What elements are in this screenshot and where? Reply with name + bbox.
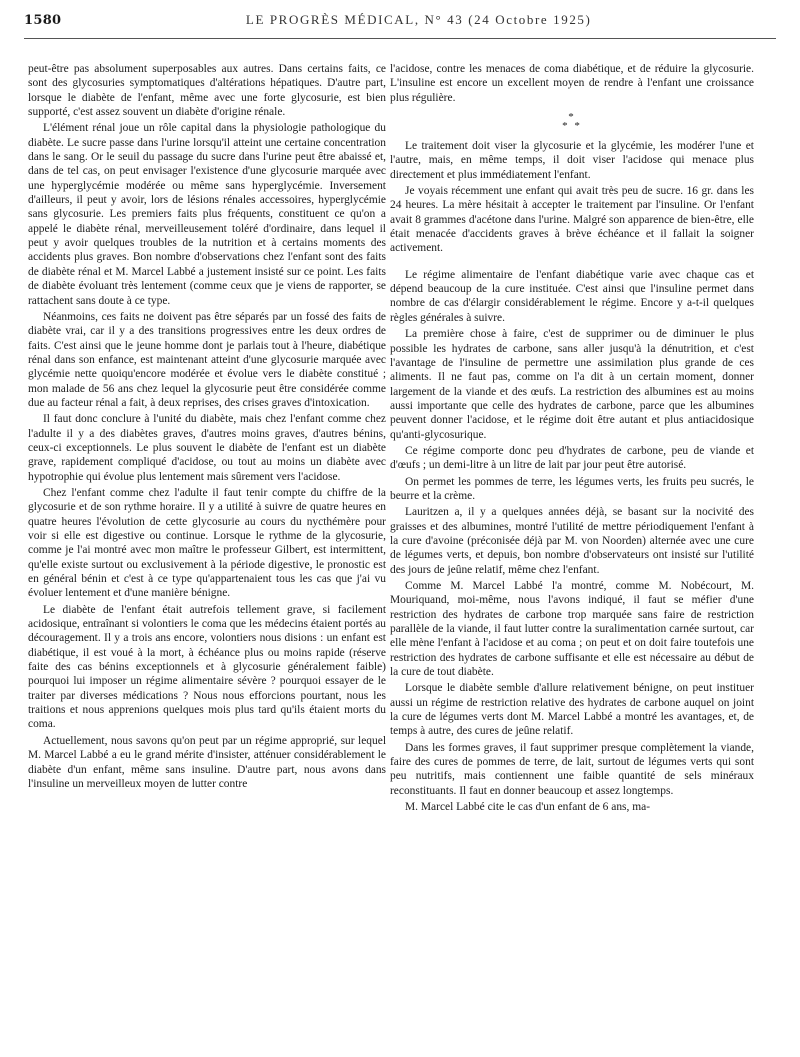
running-header bbox=[24, 12, 776, 39]
left-column bbox=[28, 62, 386, 1047]
page-number: 1580 bbox=[24, 13, 62, 28]
paragraph: Dans les formes graves, il faut supprimer presque complètement la viande, faire des cures de pommes de terre, de lait, surtout de légumes verts qui sont peu nutritifs, mais contiennent une faible quantité de sels minéraux reconstituants. Il faut en donner beaucoup et assez longtemps. bbox=[390, 741, 754, 797]
paragraph: Lorsque le diabète semble d'allure relativement bénigne, on peut instituer aussi un régime de restriction relative des hydrates de carbone auquel on joint la cure de légumes verts dont M. Marcel Labbé a montré les avantages, et, de temps à autre, des cures de jeûne relatif. bbox=[390, 682, 754, 738]
paragraph: peut-être pas absolument superposables aux autres. Dans certains faits, ce sont des glycosuries symptomatiques d'altérations hépatiques. D'autre part, lorsque le diabète de l'enfant, même avec une forte glycosurie, est bien supporté, c'est assez souvent un diabète d'origine rénale. bbox=[28, 63, 386, 119]
paragraph: Actuellement, nous savons qu'on peut par un régime approprié, sur lequel M. Marcel Labbé a eu le grand mérite d'insister, atténuer considérablement le diabète d'un enfant, même sans insuline. D'autre part, nous avons dans l'insuline un merveilleux moyen de lutter contre bbox=[28, 734, 386, 790]
right-column bbox=[390, 62, 754, 1047]
paragraph: l'acidose, contre les menaces de coma diabétique, et de réduire la glycosurie. L'insuline est encore un excellent moyen de rendre à l'enfant une croissance plus régulière. bbox=[390, 63, 754, 104]
paragraph: Le diabète de l'enfant était autrefois tellement grave, si facilement acidosique, entraînant si volontiers le coma que les médecins étaient portés au découragement. Il y a trois ans encore, volontiers nous disions : un enfant est diabétique, il est voué à la mort, à échéance plus ou moins rapide (réserve faite des cas bénins exceptionnels et à glycosurie généralement faible) pourquoi lui imposer un régime alimentaire sévère ? pourquoi essayer de le traiter par diverses médications ? Nous nous efforcions pourtant, nous les traitions et nous apprenions quelques mois plus tard qu'ils étaient morts du coma. bbox=[28, 603, 386, 731]
paragraph: Il faut donc conclure à l'unité du diabète, mais chez l'enfant comme chez l'adulte il y a des diabètes graves, d'autres moins graves, d'autres bénins, ceux-ci exceptionnels. Le plus souvent le diabète de l'enfant est un diabète grave, rapidement compliqué d'acidose, ou tout au moins un diabète avec hypotrophie qui évolue plus lentement mais sûrement vers l'acidose. bbox=[28, 413, 386, 483]
running-title: LE PROGRÈS MÉDICAL, N° 43 (24 Octobre 1925) bbox=[245, 12, 592, 27]
paragraph: On permet les pommes de terre, les légumes verts, les fruits peu sucrés, le beurre et la crème. bbox=[390, 475, 754, 502]
paragraph: Chez l'enfant comme chez l'adulte il faut tenir compte du chiffre de la glycosurie et de son rythme horaire. Il y a utilité à suivre de quatre heures en quatre heures l'évolution de cette glycosurie au cours du nycthémère pour voir si elle est digestive ou continue. Lorsque le rythme de la glycosurie, comme je l'ai montré avec mon maître le professeur Gilbert, est intermittent, qu'elle existe surtout ou exclusivement à la période digestive, le pronostic est en général bénin et c'est à ce type qu'appartenaient tous les cas que j'ai vu évoluer lentement et d'une manière bénigne. bbox=[28, 486, 386, 600]
paragraph: Le régime alimentaire de l'enfant diabétique varie avec chaque cas et dépend beaucoup de la cure instituée. C'est ainsi que l'insuline permet dans nombre de cas d'élargir considérablement le régime. Encore y a-t-il quelques règles générales à suivre. bbox=[390, 268, 754, 324]
paragraph: La première chose à faire, c'est de supprimer ou de diminuer le plus possible les hydrates de carbone, sans aller jusqu'à la dénutrition, et c'est l'avantage de l'insuline de permettre une assimilation plus grande de ces aliments. Il ne faut pas, comme on l'a dit à un certain moment, donner largement de la viande et des œufs. La restriction des albumines est au moins aussi importante que celle des hydrates de carbone, parce que les albumines peuvent donner l'acidose, et le régime doit être autant et plus antiacidosique qu'anti-glycosurique. bbox=[390, 328, 754, 441]
section-separator bbox=[390, 113, 754, 131]
paragraph: Je voyais récemment une enfant qui avait très peu de sucre. 16 gr. dans les 24 heures. La mère hésitait à accepter le traitement par l'insuline. Or l'enfant avait 8 grammes d'acétone dans l'urine. Malgré son apparence de bien-être, elle était menacée d'accidents graves à brève échéance et il fallait la soigner activement. bbox=[390, 185, 754, 255]
separator-star-top: * bbox=[568, 111, 576, 124]
paragraph: Lauritzen a, il y a quelques années déjà, se basant sur la nocivité des graisses et des albumines, montré l'utilité de mettre périodiquement l'enfant à la cure d'avoine (préconisée déjà par M. von Noorden) alternée avec une cure de légumes verts, et depuis, bon nombre d'observateurs ont insisté sur l'utilité des jours de jeûne relatif, même chez l'enfant. bbox=[390, 506, 754, 576]
separator-stars-bottom: * * bbox=[562, 120, 582, 133]
paragraph: L'élément rénal joue un rôle capital dans la physiologie pathologique du diabète. Le sucre passe dans l'urine lorsqu'il atteint une certaine concentration dans le sang. Or le seuil du passage du sucre dans l'urine peut être abaissé et, dans de tel cas, on peut envisager l'existence d'une glycosurie marquée avec une hyperglycémie modérée ou même sans hyperglycémie. Inversement d'ailleurs, il peut y avoir, lors de lésions rénales accessoires, hyperglycémie sans glycosurie. Les premiers faits plus fréquents, constituent ce qu'on a appelé le diabète rénal, merveilleusement toléré d'ordinaire, dans lequel il peut y avoir quelques troubles de la nutrition et à certains moments des accidents plus graves. Bon nombre d'observations chez l'enfant sont des faits de diabète rénal et M. Marcel Labbé a justement insisté sur ce point. Les faits de diabète évoluant très lentement (comme ceux que je viens de rapporter, se rattachent sans doute à ce type. bbox=[28, 122, 386, 307]
paragraph: Comme M. Marcel Labbé l'a montré, comme M. Nobécourt, M. Mouriquand, moi-même, nous l'avons indiqué, il faut se méfier d'une restriction des hydrates de carbone trop marquée sans faire de restriction parallèle de la viande, il faut lutter contre la suralimentation carnée surtout, car elle mène l'enfant à l'acidose et au coma ; on peut et on doit faire toutefois une restriction des hydrates de carbone suffisante et elle est nécessaire au début de la cure de tout diabète. bbox=[390, 580, 754, 679]
paragraph: Le traitement doit viser la glycosurie et la glycémie, les modérer l'une et l'autre, mais, en même temps, il doit viser l'acidose qui menace plus directement et plus immédiatement l'enfant. bbox=[390, 140, 754, 181]
paragraph: Néanmoins, ces faits ne doivent pas être séparés par un fossé des faits de diabète vrai, car il y a des transitions progressives entre les deux ordres de faits. C'est ainsi que le jeune homme dont je parlais tout à l'heure, diabétique rénal dans son enfance, est maintenant atteint d'une glycosurie marquée avec glycémie nette quoiqu'encore modérée et évolue vers le diabète constitué ; mon malade de 56 ans chez lequel la glycosurie peut être considérée comme due au facteur rénal a fait, à deux reprises, des crises graves d'intoxication. bbox=[28, 310, 386, 409]
paragraph: M. Marcel Labbé cite le cas d'un enfant de 6 ans, ma- bbox=[405, 801, 651, 814]
paragraph: Ce régime comporte donc peu d'hydrates de carbone, peu de viande et d'œufs ; un demi-litre à un litre de lait par jour peut être autorisé. bbox=[390, 444, 754, 472]
